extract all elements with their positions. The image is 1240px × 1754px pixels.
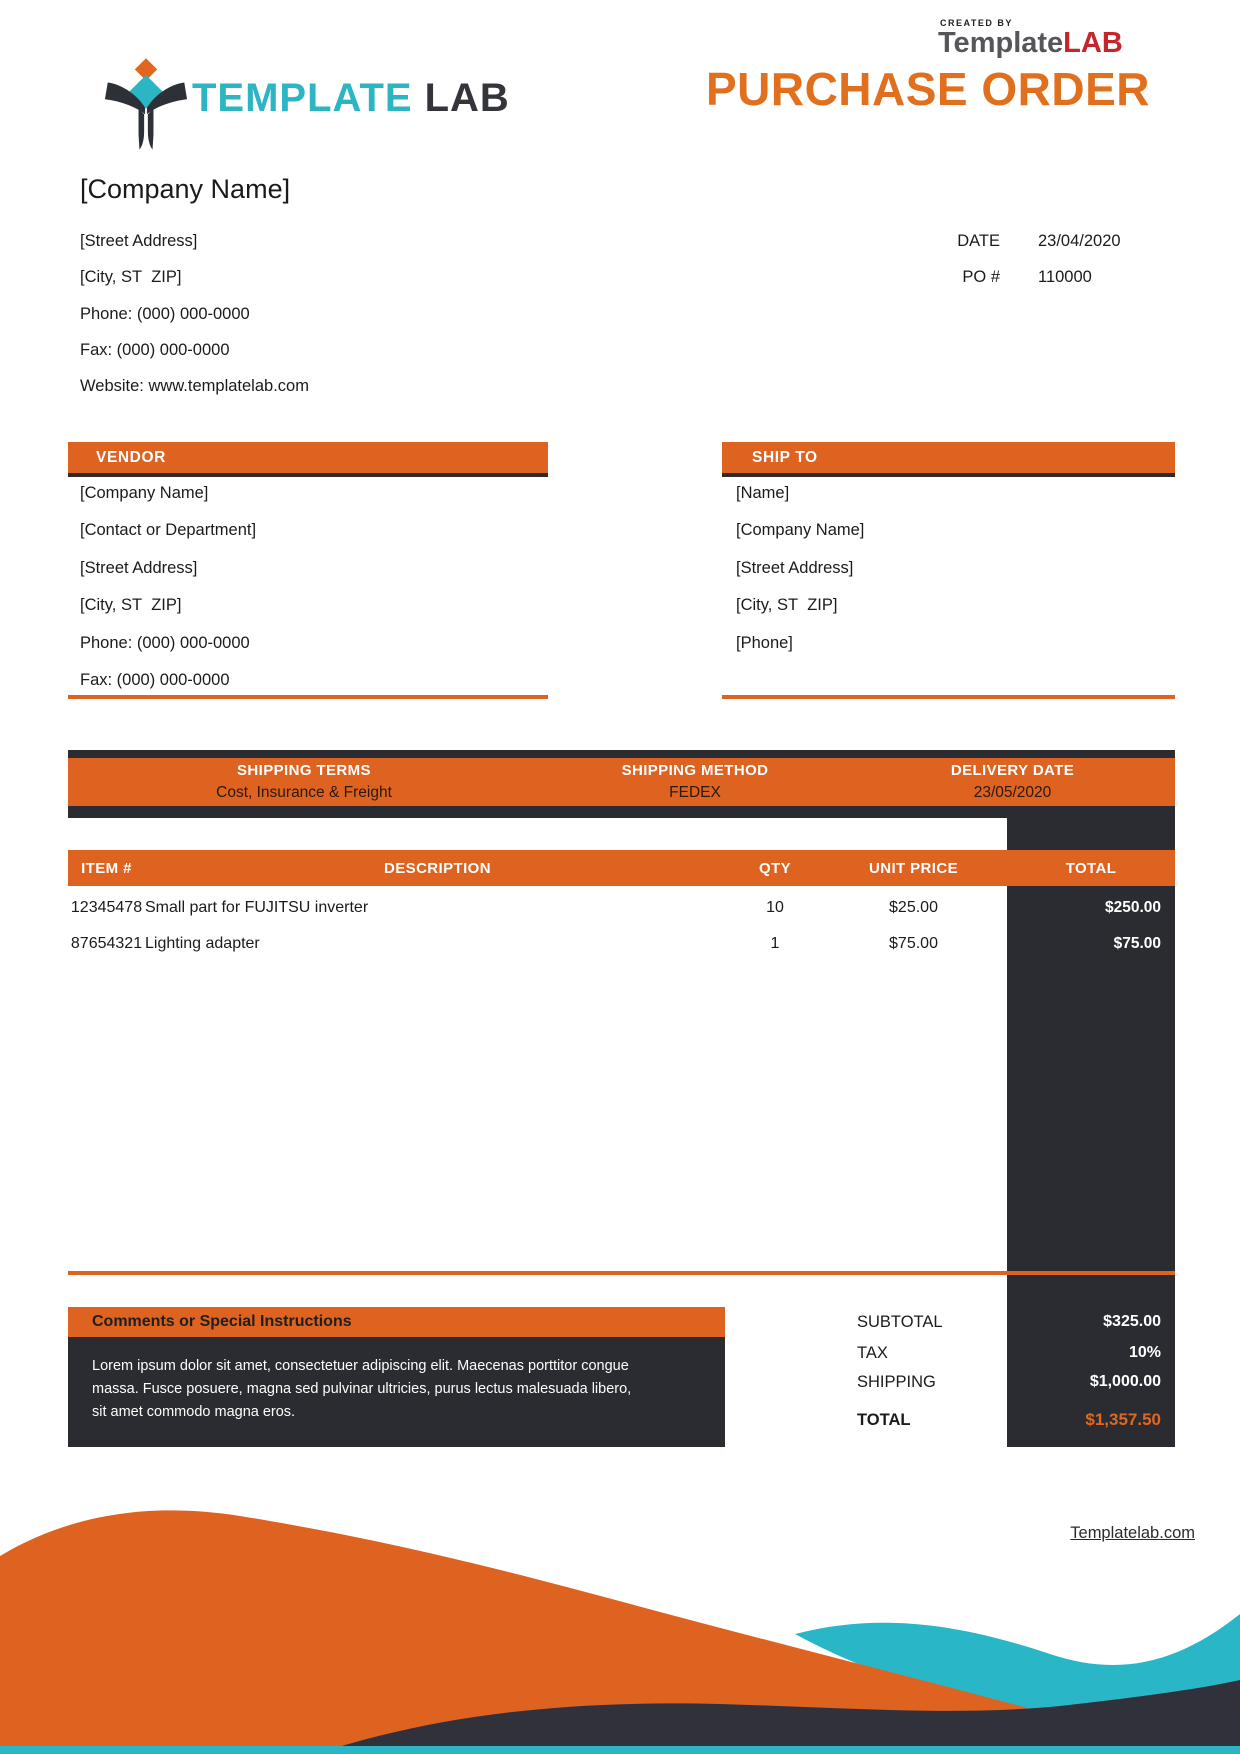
shipping-info-bar [68,758,1175,806]
templatelab-footer-link[interactable]: Templatelab.com [1070,1524,1195,1542]
item-qty: 10 [766,899,784,916]
grand-total-value: $1,357.50 [1085,1410,1161,1429]
item-unit-price: $75.00 [889,935,938,952]
col-header-total: TOTAL [1065,859,1117,877]
shipping-terms-cell [68,758,540,806]
ship-to-header-bar [722,442,1175,473]
item-number: 12345478 [70,899,143,916]
item-description: Lighting adapter [145,935,260,952]
created-by-brand-template: Template [938,27,1064,59]
delivery-date-label: DELIVERY DATE [950,762,1075,780]
page-title: PURCHASE ORDER [705,63,1150,115]
shipping-total-label: SHIPPING [857,1373,936,1391]
vendor-line: Phone: (000) 000-0000 [80,634,250,652]
item-number: 87654321 [70,935,143,952]
item-total: $250.00 [1104,899,1161,916]
subtotal-value: $325.00 [1103,1313,1161,1330]
shipping-method-cell [540,758,850,806]
ship-to-line: [Phone] [736,634,793,652]
logo-word-template: TEMPLATE [192,76,413,120]
item-qty: 1 [770,935,780,952]
vendor-line: Fax: (000) 000-0000 [80,671,230,689]
item-description: Small part for FUJITSU inverter [145,899,369,916]
vendor-header-bar [68,442,548,473]
comments-header-bar [68,1307,725,1337]
ship-to-line: [City, ST ZIP] [736,596,838,614]
shipping-method-value: FEDEX [669,783,721,801]
grand-total-label: TOTAL [857,1411,911,1429]
created-by-logo [938,18,1150,58]
date-label: DATE [957,232,1000,250]
company-city: [City, ST ZIP] [80,268,182,286]
company-name: [Company Name] [80,174,291,204]
ship-to-section-underline [722,695,1175,699]
vendor-line: [City, ST ZIP] [80,596,182,614]
subtotal-label: SUBTOTAL [857,1313,943,1331]
po-number-label: PO # [962,268,1000,286]
company-fax: Fax: (000) 000-0000 [80,341,230,359]
footer-wave-decoration [0,1494,1240,1754]
col-header-unit-price: UNIT PRICE [868,859,958,877]
shipping-info-frame [68,750,1175,818]
ship-to-line: [Street Address] [736,559,854,577]
templatelab-logo-icon [104,56,188,150]
vendor-header-label: VENDOR [96,449,166,466]
teal-bottom-strip [0,1746,1240,1754]
date-value: 23/04/2020 [1038,232,1121,250]
created-by-brand-lab: LAB [1063,27,1123,59]
table-bottom-divider [68,1271,1175,1275]
comments-text: Lorem ipsum dolor sit amet, consectetuer adipiscing elit. Maecenas porttitor congue massa. Fusce posuere, magna sed pulvinar ultricies, purus lectus malesuada libero, sit amet commodo magna eros. [92,1358,632,1420]
logo-word-lab: LAB [424,76,510,120]
table-row [68,894,1175,922]
templatelab-logo-text [192,76,510,121]
ship-to-header-underline [722,473,1175,477]
shipping-terms-label: SHIPPING TERMS [237,762,371,780]
items-table-header [68,850,1175,886]
tax-value: 10% [1128,1344,1161,1361]
ship-to-line: [Company Name] [736,521,865,539]
shipping-method-label: SHIPPING METHOD [621,762,769,780]
company-street: [Street Address] [80,232,198,250]
col-header-qty: QTY [758,859,792,877]
ship-to-line: [Name] [736,484,790,502]
created-by-label: CREATED BY [940,18,1013,28]
ship-to-header-label: SHIP TO [752,449,818,466]
shipping-terms-value: Cost, Insurance & Freight [216,783,392,801]
col-header-description: DESCRIPTION [384,859,491,877]
vendor-section-underline [68,695,548,699]
vendor-line: [Street Address] [80,559,198,577]
vendor-line: [Company Name] [80,484,209,502]
item-total: $75.00 [1113,935,1161,952]
po-number-value: 110000 [1038,268,1092,286]
delivery-date-cell [850,758,1175,806]
item-unit-price: $25.00 [889,899,938,916]
vendor-header-underline [68,473,548,477]
comments-header-label: Comments or Special Instructions [92,1313,352,1330]
col-header-item: ITEM # [81,859,132,877]
tax-label: TAX [857,1344,888,1362]
table-row [68,930,1175,958]
company-phone: Phone: (000) 000-0000 [80,305,250,323]
comments-box [68,1337,725,1447]
delivery-date-value: 23/05/2020 [973,783,1052,801]
shipping-total-value: $1,000.00 [1089,1373,1161,1390]
company-website: Website: www.templatelab.com [80,377,309,395]
vendor-line: [Contact or Department] [80,521,257,539]
